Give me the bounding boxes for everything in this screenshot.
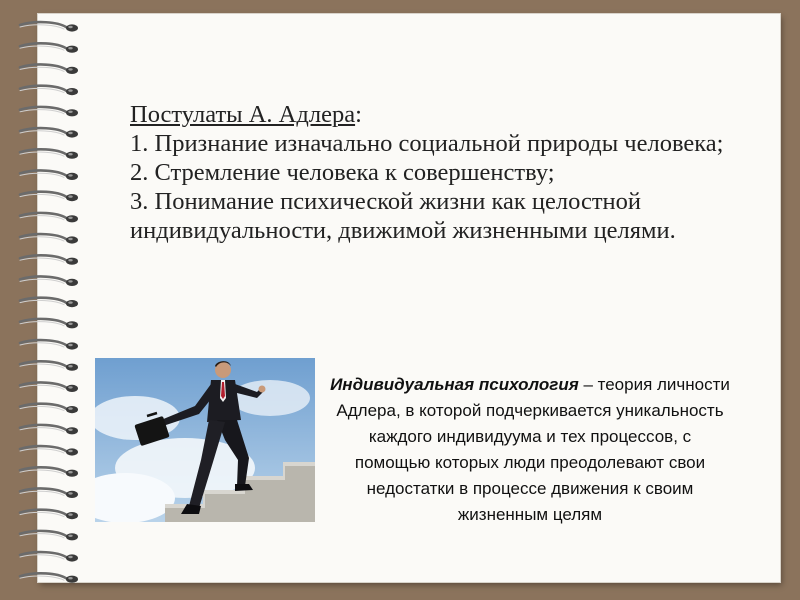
postulates-heading-colon: : bbox=[355, 101, 362, 128]
postulates-block bbox=[130, 100, 770, 245]
spiral-ring-icon bbox=[20, 255, 78, 264]
spiral-ring-icon bbox=[20, 531, 78, 540]
postulates-heading-line bbox=[130, 100, 770, 129]
spiral-ring-icon bbox=[20, 361, 78, 370]
definition-text bbox=[330, 372, 730, 528]
spiral-ring-icon bbox=[20, 489, 78, 498]
spiral-ring-icon bbox=[20, 107, 78, 116]
postulates-heading: Постулаты А. Адлера bbox=[130, 101, 356, 128]
spiral-ring-icon bbox=[20, 171, 78, 180]
spiral-binding-icon bbox=[6, 14, 96, 584]
businessman-climbing-stairs-image bbox=[95, 358, 315, 522]
spiral-ring-icon bbox=[20, 234, 78, 243]
spiral-ring-icon bbox=[20, 552, 78, 561]
spiral-ring-icon bbox=[20, 128, 78, 137]
spiral-ring-icon bbox=[20, 213, 78, 222]
spiral-ring-icon bbox=[20, 43, 78, 52]
postulate-item: 1. Признание изначально социальной природы человека; bbox=[130, 130, 724, 157]
spiral-ring-icon bbox=[20, 573, 78, 582]
spiral-ring-icon bbox=[20, 467, 78, 476]
spiral-ring-icon bbox=[20, 510, 78, 519]
spiral-ring-icon bbox=[20, 149, 78, 158]
spiral-ring-icon bbox=[20, 298, 78, 307]
postulate-item: 2. Стремление человека к совершенству; bbox=[130, 159, 555, 186]
spiral-ring-icon bbox=[20, 446, 78, 455]
spiral-ring-icon bbox=[20, 404, 78, 413]
spiral-ring-icon bbox=[20, 425, 78, 434]
spiral-ring-icon bbox=[20, 319, 78, 328]
spiral-ring-icon bbox=[20, 340, 78, 349]
definition-term: Индивидуальная психология bbox=[330, 375, 579, 394]
spiral-ring-icon bbox=[20, 86, 78, 95]
spiral-ring-icon bbox=[20, 192, 78, 201]
spiral-ring-icon bbox=[20, 277, 78, 286]
spiral-ring-icon bbox=[20, 22, 78, 31]
spiral-ring-icon bbox=[20, 65, 78, 74]
definition-body: – теория личности Адлера, в которой подчеркивается уникальность каждого индивидуума и тех процессов, с помощью которых люди преодолевают свои недостатки в процессе движения к своим жизненным целям bbox=[336, 375, 730, 524]
spiral-ring-icon bbox=[20, 383, 78, 392]
postulate-item: 3. Понимание психической жизни как целостной индивидуальности, движимой жизненными целями. bbox=[130, 188, 676, 244]
